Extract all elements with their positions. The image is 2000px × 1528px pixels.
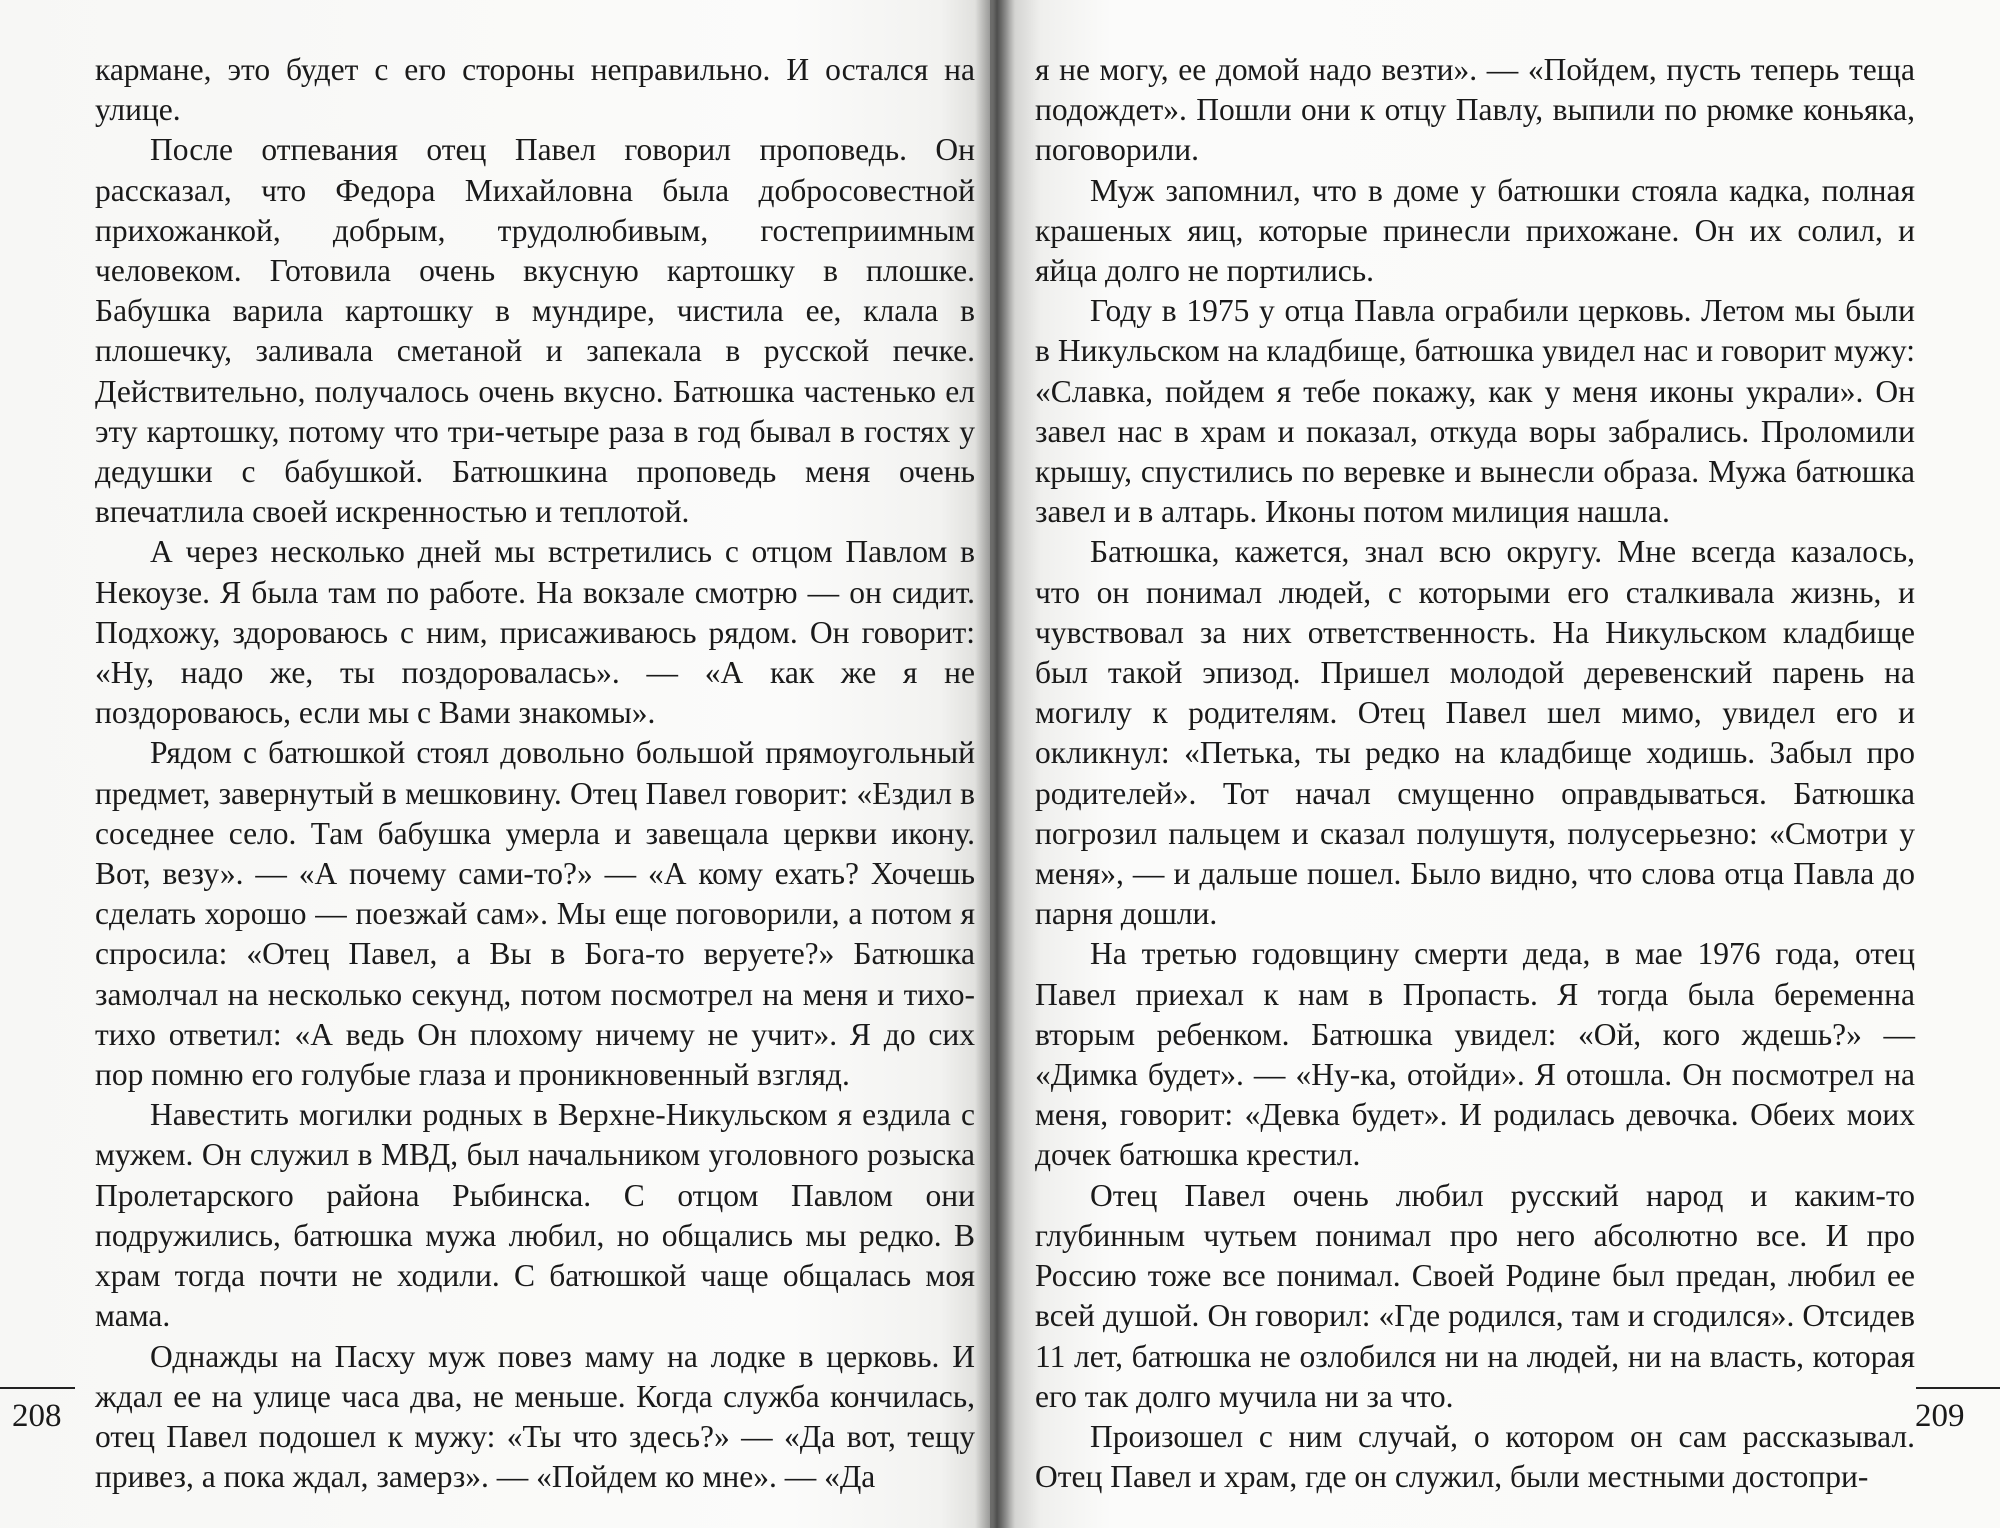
right-page xyxy=(990,0,2000,1528)
page-number: 209 xyxy=(1915,1398,1965,1434)
book-gutter-shadow xyxy=(975,0,1015,1528)
paragraph: Году в 1975 у отца Павла ограбили церковь. Летом мы были в Никульском на кладбище, батюшка увидел нас и говорит мужу: «Славка, пойдем я тебе покажу, как у меня иконы украли». Он завел нас в храм и показал, откуда воры забрались. Проломили крышу, спустились по веревке и вынесли образа. Мужа батюшка завел и в алтарь. Иконы потом милиция нашла. xyxy=(1035,293,1915,530)
paragraph: Рядом с батюшкой стоял довольно большой прямоугольный предмет, завернутый в мешковину. Отец Павел говорит: «Ездил в соседнее село. Там бабушка умерла и завещала церкви икону. Вот, везу». — «А почему сами-то?» — «А кому ехать? Хочешь сделать хорошо — поезжай сам». Мы еще поговорили, а потом я спросила: «Отец Павел, а Вы в Бога-то веруете?» Батюшка замолчал на несколько секунд, потом посмотрел на меня и тихо-тихо ответил: «А ведь Он плохому ничему не учит». Я до сих пор помню его голубые глаза и проникновенный взгляд. xyxy=(95,735,975,1093)
paragraph: Произошел с ним случай, о котором он сам рассказывал. Отец Павел и храм, где он служил, были местными достопри- xyxy=(1035,1418,1915,1495)
page-number: 208 xyxy=(12,1398,62,1434)
paragraph: После отпевания отец Павел говорил проповедь. Он рассказал, что Федора Михайловна была добросовестной прихожанкой, добрым, трудолюбивым, гостеприимным человеком. Готовила очень вкусную картошку в плошке. Бабушка варила картошку в мундире, чистила ее, клала в плошечку, заливала сметаной и запекала в русской печке. Действительно, получалось очень вкусно. Батюшка частенько ел эту картошку, потому что три-четыре раза в год бывал в гостях у дедушки с бабушкой. Батюшкина проповедь меня очень впечатлила своей искренностью и теплотой. xyxy=(95,132,975,530)
footer-rule xyxy=(0,1387,75,1389)
paragraph: я не могу, ее домой надо везти». — «Пойдем, пусть теперь теща подождет». Пошли они к отцу Павлу, выпили по рюмке коньяка, поговорили. xyxy=(1035,52,1915,168)
paragraph: Отец Павел очень любил русский народ и каким-то глубинным чутьем понимал про него абсолютно все. И про Россию тоже все понимал. Своей Родине был предан, любил ее всей душой. Он говорил: «Где родился, там и сгодился». Отсидев 11 лет, батюшка не озлобился ни на людей, ни на власть, которая его так долго мучила ни за что. xyxy=(1035,1177,1915,1414)
footer-rule xyxy=(1916,1387,2000,1389)
left-page xyxy=(0,0,990,1528)
paragraph: На третью годовщину смерти деда, в мае 1976 года, отец Павел приехал к нам в Пропасть. Я тогда была беременна вторым ребенком. Батюшка увидел: «Ой, кого ждешь?» — «Димка будет». — «Ну-ка, отойди». Я отошла. Он посмотрел на меня, говорит: «Девка будет». И родилась девочка. Обеих моих дочек батюшка крестил. xyxy=(1035,936,1915,1173)
paragraph: Муж запомнил, что в доме у батюшки стояла кадка, полная крашеных яиц, которые принесли прихожане. Он их солил, и яйца долго не портились. xyxy=(1035,172,1915,289)
right-page-text xyxy=(1035,50,1915,1497)
paragraph: А через несколько дней мы встретились с отцом Павлом в Некоузе. Я была там по работе. На вокзале смотрю — он сидит. Подхожу, здороваюсь с ним, присаживаюсь рядом. Он говорит: «Ну, надо же, ты поздоровалась». — «А как же я не поздороваюсь, если мы с Вами знакомы». xyxy=(95,534,975,731)
paragraph: Однажды на Пасху муж повез маму на лодке в церковь. И ждал ее на улице часа два, не меньше. Когда служба кончилась, отец Павел подошел к мужу: «Ты что здесь?» — «Да вот, тещу привез, а пока ждал, замерз». — «Пойдем ко мне». — «Да xyxy=(95,1338,975,1495)
left-page-text xyxy=(95,50,975,1497)
paragraph: Навестить могилки родных в Верхне-Никульском я ездила с мужем. Он служил в МВД, был начальником уголовного розыска Пролетарского района Рыбинска. С отцом Павлом они подружились, батюшка мужа любил, но общались мы редко. В храм тогда почти не ходили. С батюшкой чаще общалась моя мама. xyxy=(95,1097,975,1334)
paragraph: кармане, это будет с его стороны неправильно. И остался на улице. xyxy=(95,52,975,128)
paragraph: Батюшка, кажется, знал всю округу. Мне всегда казалось, что он понимал людей, с которыми его сталкивала жизнь, и чувствовал за них ответственность. На Никульском кладбище был такой эпизод. Пришел молодой деревенский парень на могилу к родителям. Отец Павел шел мимо, увидел его и окликнул: «Петька, ты редко на кладбище ходишь. Забыл про родителей». Тот начал смущенно оправдываться. Батюшка погрозил пальцем и сказал полушутя, полусерьезно: «Смотри у меня», — и дальше пошел. Было видно, что слова отца Павла до парня дошли. xyxy=(1035,534,1915,932)
